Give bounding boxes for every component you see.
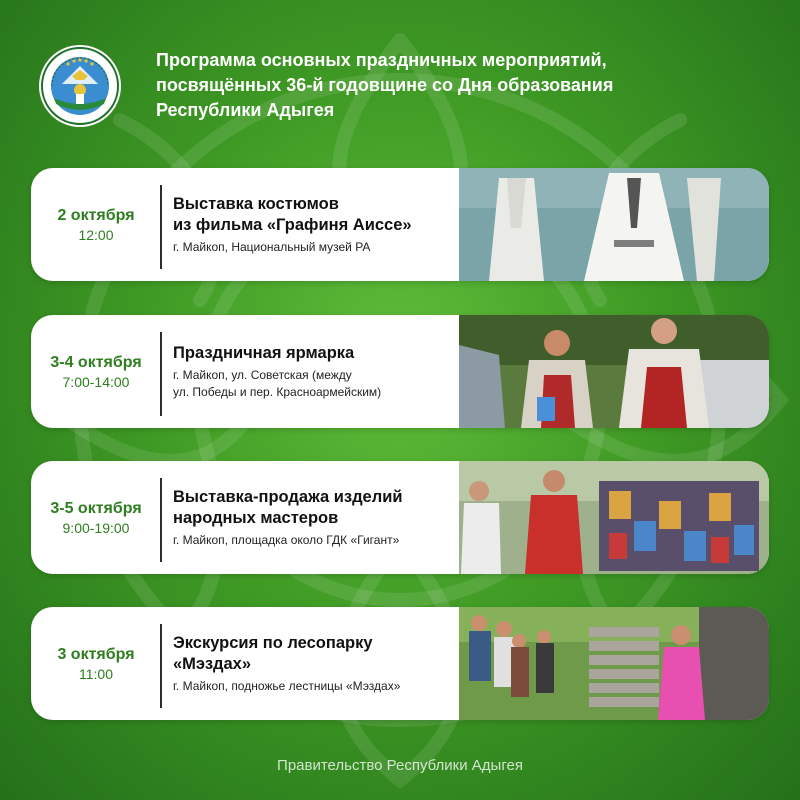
event-info bbox=[173, 168, 458, 281]
event-time: 11:00 bbox=[79, 665, 113, 682]
republic-emblem-icon bbox=[38, 44, 122, 128]
event-place: г. Майкоп, площадка около ГДК «Гигант» bbox=[173, 532, 400, 547]
footer-credit: Правительство Республики Адыгея bbox=[277, 757, 523, 774]
event-date-block bbox=[31, 461, 161, 574]
event-date-block bbox=[31, 168, 161, 281]
crafts-market-photo bbox=[459, 461, 769, 574]
event-title: Выставка костюмов из фильма «Графиня Аиссе» bbox=[173, 194, 412, 234]
costumes-photo bbox=[459, 168, 769, 281]
fair-photo bbox=[459, 315, 769, 428]
divider bbox=[160, 478, 162, 562]
event-place: г. Майкоп, ул. Советская (между ул. Победы и пер. Красноармейским) bbox=[173, 367, 382, 399]
event-date-block bbox=[31, 607, 161, 720]
event-title: Выставка-продажа изделий народных мастеров bbox=[173, 487, 403, 527]
event-date: 2 октября bbox=[57, 206, 135, 224]
event-date-block bbox=[31, 315, 161, 428]
divider bbox=[160, 185, 162, 269]
event-info bbox=[173, 315, 458, 428]
event-title: Экскурсия по лесопарку «Мэздах» bbox=[173, 633, 373, 673]
event-place: г. Майкоп, подножье лестницы «Мэздах» bbox=[173, 678, 401, 693]
divider bbox=[160, 332, 162, 416]
event-title: Праздничная ярмарка bbox=[173, 343, 355, 362]
event-time: 12:00 bbox=[78, 226, 114, 243]
event-info bbox=[173, 461, 458, 574]
event-card-crafts-sale bbox=[31, 461, 769, 574]
event-time: 9:00-19:00 bbox=[62, 519, 130, 536]
header bbox=[38, 42, 778, 132]
event-card-costume-exhibition bbox=[31, 168, 769, 281]
divider bbox=[160, 624, 162, 708]
event-date: 3 октября bbox=[57, 645, 135, 663]
page-title: Программа основных праздничных мероприятий, посвящённых 36-й годовщине со Дня образования Республики Адыгея bbox=[156, 50, 614, 120]
event-card-holiday-fair bbox=[31, 315, 769, 428]
event-date: 3-5 октября bbox=[50, 499, 142, 517]
park-stairs-photo bbox=[459, 607, 769, 720]
event-place: г. Майкоп, Национальный музей РА bbox=[173, 239, 371, 254]
event-date: 3-4 октября bbox=[50, 353, 142, 371]
event-info bbox=[173, 607, 458, 720]
event-time: 7:00-14:00 bbox=[62, 373, 130, 390]
event-card-park-excursion bbox=[31, 607, 769, 720]
